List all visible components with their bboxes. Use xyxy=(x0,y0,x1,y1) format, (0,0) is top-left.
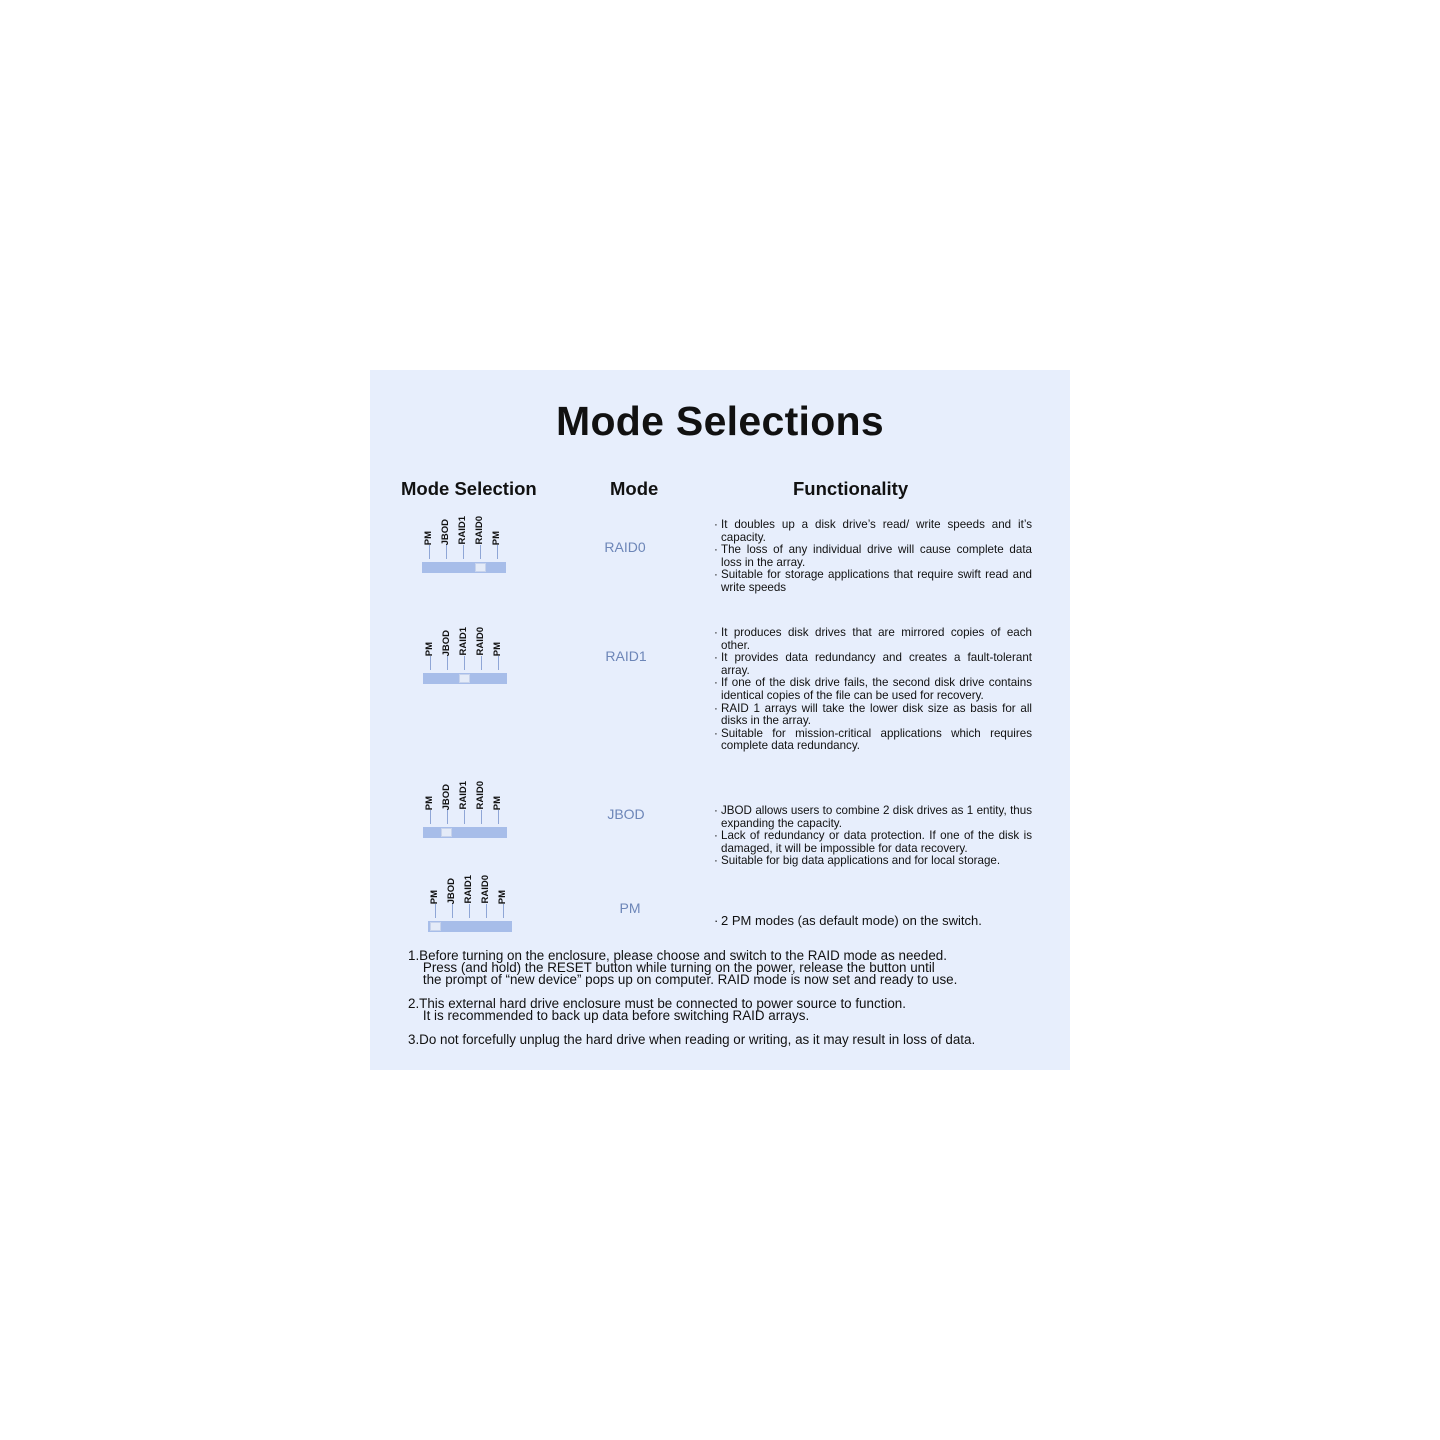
notes-list xyxy=(408,950,1048,1058)
switch-tick xyxy=(447,810,448,824)
switch-tick xyxy=(464,810,465,824)
note-number: 1. xyxy=(408,948,420,963)
switch-label-pm: PM xyxy=(424,641,435,656)
switch-label-raid0: RAID0 xyxy=(475,781,486,810)
switch-label-pm: PM xyxy=(492,641,503,656)
functionality-item: · Lack of redundancy or data protection. If one of the disk is damaged, it will be impossible for data recovery. xyxy=(714,830,1032,855)
column-header-mode: Mode xyxy=(610,478,659,499)
functionality-item: · If one of the disk drive fails, the second disk drive contains identical copies of the file can be used for recovery. xyxy=(714,677,1032,702)
switch-label-pm: PM xyxy=(424,795,435,810)
switch-tick xyxy=(463,545,464,559)
switch-tick xyxy=(498,810,499,824)
functionality-item: · It provides data redundancy and creates a fault-tolerant array. xyxy=(714,652,1032,677)
note-text: Before turning on the enclosure, please choose and switch to the RAID mode as needed. Press (and hold) the RESET button while turning on the power, release the button until the prompt of “new device” pops up on computer. RAID mode is now set and ready to use. xyxy=(419,948,958,987)
dip-switch-raid0 xyxy=(421,517,511,577)
functionality-pm xyxy=(714,915,1032,928)
switch-label-pm: PM xyxy=(423,530,434,545)
switch-track xyxy=(423,827,507,838)
mode-label-jbod: JBOD xyxy=(607,806,645,822)
functionality-item: · Suitable for mission-critical applications which requires complete data redundancy. xyxy=(714,728,1032,753)
switch-label-raid0: RAID0 xyxy=(474,516,485,545)
switch-tick xyxy=(435,904,436,918)
switch-label-raid0: RAID0 xyxy=(480,875,491,904)
functionality-item: · Suitable for big data applications and for local storage. xyxy=(714,855,1032,868)
mode-label-raid1: RAID1 xyxy=(605,648,647,664)
switch-label-jbod: JBOD xyxy=(446,877,457,904)
switch-label-raid0: RAID0 xyxy=(475,627,486,656)
note-text: This external hard drive enclosure must be connected to power source to function. It is recommended to back up data before switching RAID arrays. xyxy=(419,996,906,1023)
column-header-functionality: Functionality xyxy=(793,478,909,499)
note-item xyxy=(408,1034,1048,1046)
functionality-item: · It doubles up a disk drive’s read/ write speeds and it’s capacity. xyxy=(714,519,1032,544)
switch-label-jbod: JBOD xyxy=(441,629,452,656)
switch-tick xyxy=(464,656,465,670)
dip-switch-pm xyxy=(427,876,517,936)
switch-label-pm: PM xyxy=(492,795,503,810)
functionality-item: · The loss of any individual drive will cause complete data loss in the array. xyxy=(714,544,1032,569)
functionality-raid1 xyxy=(714,627,1032,753)
switch-label-jbod: JBOD xyxy=(441,783,452,810)
switch-knob xyxy=(430,922,441,931)
switch-tick xyxy=(498,656,499,670)
switch-knob xyxy=(459,674,470,683)
switch-tick xyxy=(430,810,431,824)
switch-tick xyxy=(481,656,482,670)
note-item xyxy=(408,998,1048,1022)
switch-tick xyxy=(486,904,487,918)
switch-label-raid1: RAID1 xyxy=(457,516,468,545)
switch-tick xyxy=(452,904,453,918)
switch-tick xyxy=(480,545,481,559)
note-number: 2. xyxy=(408,996,420,1011)
functionality-item: · RAID 1 arrays will take the lower disk size as basis for all disks in the array. xyxy=(714,703,1032,728)
switch-label-jbod: JBOD xyxy=(440,518,451,545)
switch-knob xyxy=(441,828,452,837)
functionality-item: · 2 PM modes (as default mode) on the switch. xyxy=(714,915,1032,928)
switch-tick xyxy=(430,656,431,670)
functionality-item: · JBOD allows users to combine 2 disk drives as 1 entity, thus expanding the capacity. xyxy=(714,805,1032,830)
switch-tick xyxy=(446,545,447,559)
switch-tick xyxy=(503,904,504,918)
switch-tick xyxy=(429,545,430,559)
switch-track xyxy=(422,562,506,573)
switch-label-pm: PM xyxy=(429,889,440,904)
switch-label-raid1: RAID1 xyxy=(458,781,469,810)
column-header-mode-selection: Mode Selection xyxy=(401,478,537,499)
dip-switch-raid1 xyxy=(422,628,512,688)
switch-knob xyxy=(475,563,486,572)
page-title: Mode Selections xyxy=(555,398,884,444)
functionality-item: · It produces disk drives that are mirrored copies of each other. xyxy=(714,627,1032,652)
switch-label-pm: PM xyxy=(491,530,502,545)
mode-label-pm: PM xyxy=(619,900,641,916)
switch-tick xyxy=(481,810,482,824)
switch-tick xyxy=(469,904,470,918)
functionality-raid0 xyxy=(714,519,1032,595)
note-text: Do not forcefully unplug the hard drive when reading or writing, as it may result in loss of data. xyxy=(419,1032,976,1047)
functionality-jbod xyxy=(714,805,1032,868)
switch-label-pm: PM xyxy=(497,889,508,904)
switch-tick xyxy=(497,545,498,559)
switch-label-raid1: RAID1 xyxy=(463,875,474,904)
note-number: 3. xyxy=(408,1032,420,1047)
switch-tick xyxy=(447,656,448,670)
mode-label-raid0: RAID0 xyxy=(604,539,646,555)
mode-selection-panel xyxy=(370,370,1070,1070)
note-item xyxy=(408,950,1048,986)
switch-label-raid1: RAID1 xyxy=(458,627,469,656)
dip-switch-jbod xyxy=(422,782,512,842)
functionality-item: · Suitable for storage applications that require swift read and write speeds xyxy=(714,569,1032,594)
